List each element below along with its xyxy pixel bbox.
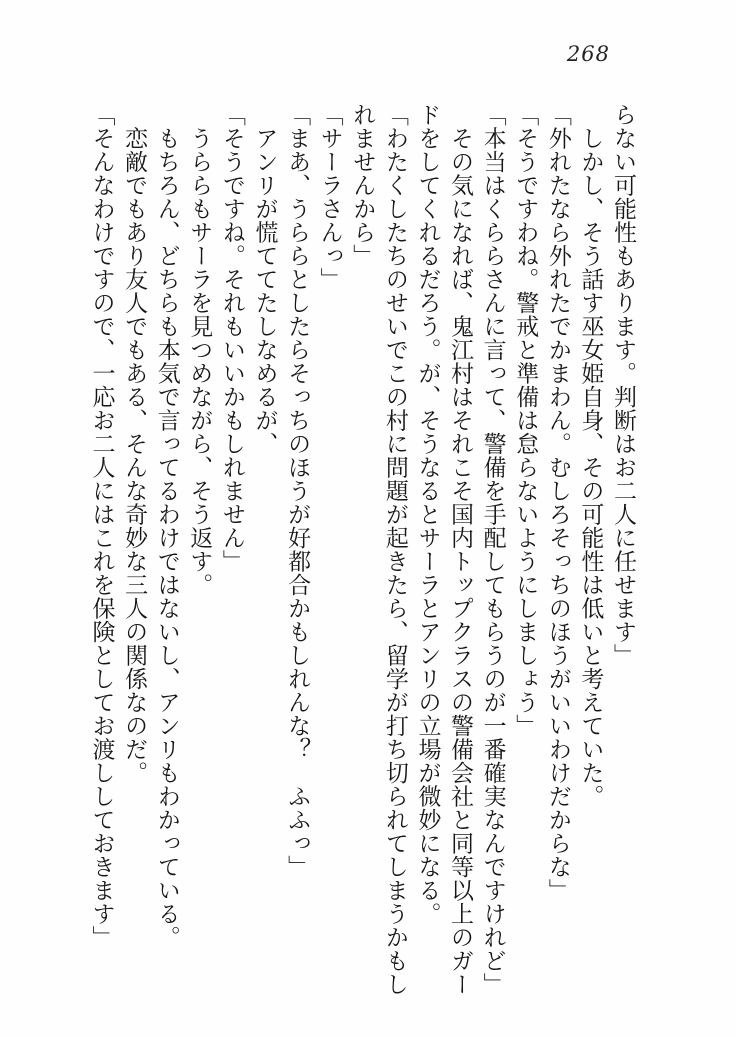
body-text-block (85, 103, 639, 1005)
page-number: 268 (566, 42, 610, 66)
text-line: しかし、そう話す巫女姫自身、その可能性は低いと考えていた。 (577, 103, 604, 808)
text-line: ドをしてくれるだろう。が、そうなるとサーラとアンリの立場が微妙になる。 (414, 103, 441, 926)
text-line: アンリが慌ててたしなめるが、 (251, 103, 278, 456)
text-line: らない可能性もあります。判断はお二人に任せます」 (610, 103, 636, 667)
text-line: 「そんなわけですので、一応お二人にはこれを保険としてお渡ししておきます」 (88, 103, 115, 949)
text-line: 「本当はくららさんに言って、警備を手配してもらうのが一番確実なんですけれど」 (479, 103, 506, 996)
text-line: れませんから」 (349, 103, 376, 268)
text-line: 「そうですね。それもいいかもしれません」 (218, 103, 245, 573)
text-line: 「まあ、うららとしたらそっちのほうが好都合かもしれんな？ ふふっ」 (284, 103, 311, 879)
text-line: 恋敵でもあり友人でもある、そんな奇妙な三人の関係なのだ。 (121, 103, 148, 785)
text-line: 「わたくしたちのせいでこの村に問題が起きたら、留学が打ち切られてしまうかもし (381, 103, 408, 996)
text-line: もちろん、どちらも本気で言ってるわけではないし、アンリもわかっている。 (153, 103, 180, 949)
text-line: その気になれば、鬼江村はそれこそ国内トップクラスの警備会社と同等以上のガー (447, 103, 474, 996)
text-line: 「そうですわね。警戒と準備は怠らないようにしましょう」 (512, 103, 539, 738)
text-line: うららもサーラを見つめながら、そう返す。 (186, 103, 213, 597)
text-line: 「サーラさんっ」 (316, 103, 343, 291)
text-line: 「外れたなら外れたでかまわん。むしろそっちのほうがいいわけだからな」 (544, 103, 571, 902)
